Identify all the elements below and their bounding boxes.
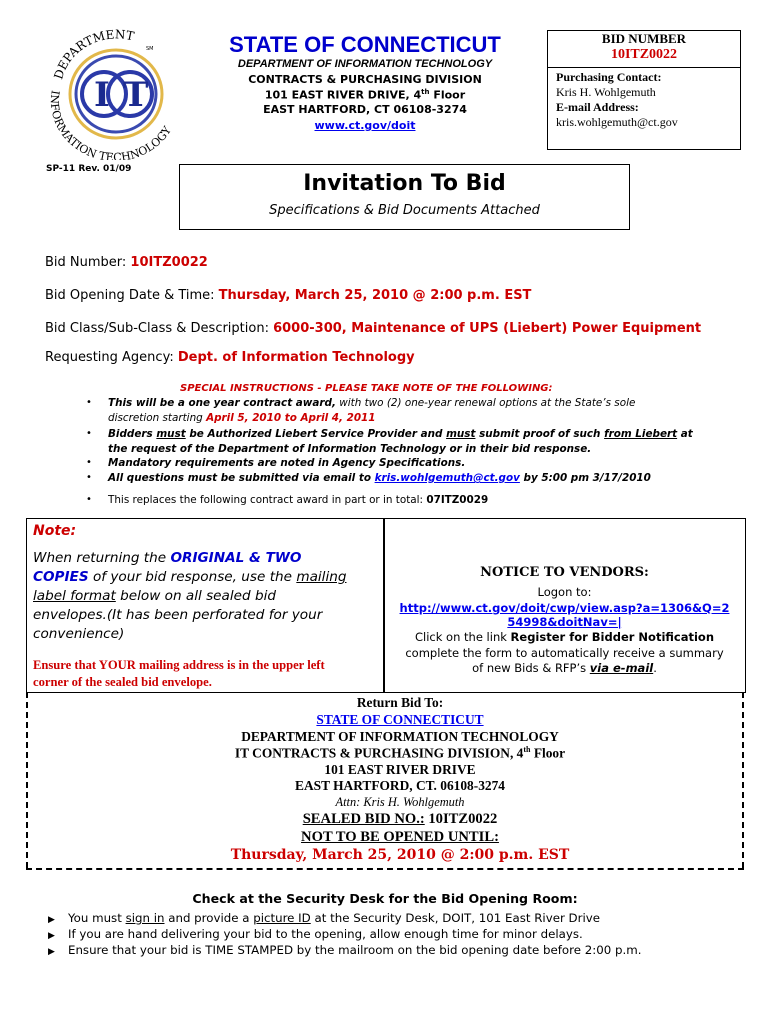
vendors-heading: NOTICE TO VENDORS: [480,565,649,580]
instruction-1: This will be a one year contract award, with two (2) one-year renewal options at the State’s sole discretion starting April 5, 2010 to April 4, 2011 [108,397,636,424]
arrow-bullet-icon: ▶ [48,931,55,941]
note-label: Note: [33,523,77,539]
vendors-line3: complete the form to automatically receive a summary [405,646,724,660]
return-division: IT CONTRACTS & PURCHASING DIVISION, 4th Floor [234,745,566,761]
email-label: E-mail Address: [556,100,639,114]
vendors-line4: of new Bids & RFP’s via e-mail. [472,661,657,675]
class-line: Bid Class/Sub-Class & Description: 6000-300, Maintenance of UPS (Liebert) Power Equipment [45,321,702,336]
invitation-title: Invitation To Bid [303,171,506,196]
note-box [26,518,385,693]
vendors-box [383,518,746,693]
return-attn: Attn: Kris H. Wohlgemuth [335,795,465,809]
bid-number-value: 10ITZ0022 [610,47,678,62]
instruction-5: This replaces the following contract award in part or in total: 07ITZ0029 [108,494,489,506]
opening-line: Bid Opening Date & Time: Thursday, March 25, 2010 @ 2:00 p.m. EST [45,288,532,303]
return-state: STATE OF CONNECTICUT [316,712,484,727]
form-id: SP-11 Rev. 01/09 [46,164,132,174]
instruction-4: All questions must be submitted via email to kris.wohlgemuth@ct.gov by 5:00 pm 3/17/2010 [108,472,651,484]
bid-number-line: Bid Number: 10ITZ0022 [45,255,208,270]
bid-number-label: BID NUMBER [601,31,687,46]
invitation-box [179,164,630,230]
security-item-3: ▶ Ensure that your bid is TIME STAMPED by the mailroom on the bid opening date before 2:00 p.m. [48,943,642,957]
instruction-3: Mandatory requirements are noted in Agency Specifications. [108,457,466,469]
arrow-bullet-icon: ▶ [48,947,55,957]
contact-label: Purchasing Contact: [556,70,662,84]
return-not-opened: NOT TO BE OPENED UNTIL: [301,829,499,845]
return-border-top [26,692,744,693]
arrow-bullet-icon: ▶ [48,915,55,925]
vendors-logon: Logon to: [537,585,592,599]
logo-sm-mark: SM [146,46,154,52]
doit-logo [40,28,192,160]
return-dept: DEPARTMENT OF INFORMATION TECHNOLOGY [241,729,559,744]
return-date: Thursday, March 25, 2010 @ 2:00 p.m. EST [230,847,570,863]
return-label: Return Bid To: [356,695,444,710]
return-address1: 101 EAST RIVER DRIVE [324,762,476,777]
header-department: DEPARTMENT OF INFORMATION TECHNOLOGY [237,58,493,70]
bullet: • [86,428,92,439]
special-instructions-heading: SPECIAL INSTRUCTIONS - PLEASE TAKE NOTE OF THE FOLLOWING: [180,383,553,394]
contact-name: Kris H. Wohlgemuth [556,85,656,99]
return-address2: EAST HARTFORD, CT. 06108-3274 [295,778,505,793]
bid-number-box [547,30,741,150]
header-address1: 101 EAST RIVER DRIVE, 4th Floor [264,88,466,102]
header-division: CONTRACTS & PURCHASING DIVISION [248,73,482,86]
vendors-url-link[interactable]: http://www.ct.gov/doit/cwp/view.asp?a=1306&Q=2 54998&doitNav=| [399,601,730,629]
return-border-left [26,692,28,868]
logo-letter-i: I [94,75,110,115]
return-sealed: SEALED BID NO.: 10ITZ0022 [302,811,498,827]
security-item-1: ▶ You must sign in and provide a picture ID at the Security Desk, DOIT, 101 East River Drive [48,911,600,925]
security-heading: Check at the Security Desk for the Bid Opening Room: [192,891,578,906]
vendors-click-line: Click on the link Register for Bidder Notification [414,630,715,644]
bullet: • [86,397,92,408]
return-border-right [742,692,744,868]
bullet: • [86,457,92,468]
header-address2: EAST HARTFORD, CT 06108-3274 [263,103,467,116]
bullet: • [86,472,92,483]
header-title: STATE OF CONNECTICUT [229,32,501,57]
note-ensure: Ensure that YOUR mailing address is in the upper left corner of the sealed bid envelope. [33,658,325,689]
agency-line: Requesting Agency: Dept. of Information Technology [45,350,415,365]
logo-ring-side: INFORMATION TECHNOLOGY [47,89,174,160]
instruction-2: Bidders must be Authorized Liebert Service Provider and must submit proof of such from Liebert at the request of the Department of Information Technology or in their bid response. [108,428,693,455]
return-border-bottom [26,868,744,870]
header-url-link[interactable]: www.ct.gov/doit [314,119,416,132]
note-body: When returning the ORIGINAL & TWO COPIES of your bid response, use the mailing label format below on all sealed bid envelopes.(It has been perforated for your convenience) [33,550,347,642]
logo-letter-t: T [123,75,149,115]
questions-email-link[interactable]: kris.wohlgemuth@ct.gov [374,472,520,484]
invitation-subtitle: Specifications & Bid Documents Attached [269,203,540,218]
logo-ring-top: DEPARTMENT [51,28,136,82]
contact-email[interactable]: kris.wohlgemuth@ct.gov [556,115,678,129]
bullet: • [86,494,92,505]
security-item-2: ▶ If you are hand delivering your bid to the opening, allow enough time for minor delays. [48,927,583,941]
